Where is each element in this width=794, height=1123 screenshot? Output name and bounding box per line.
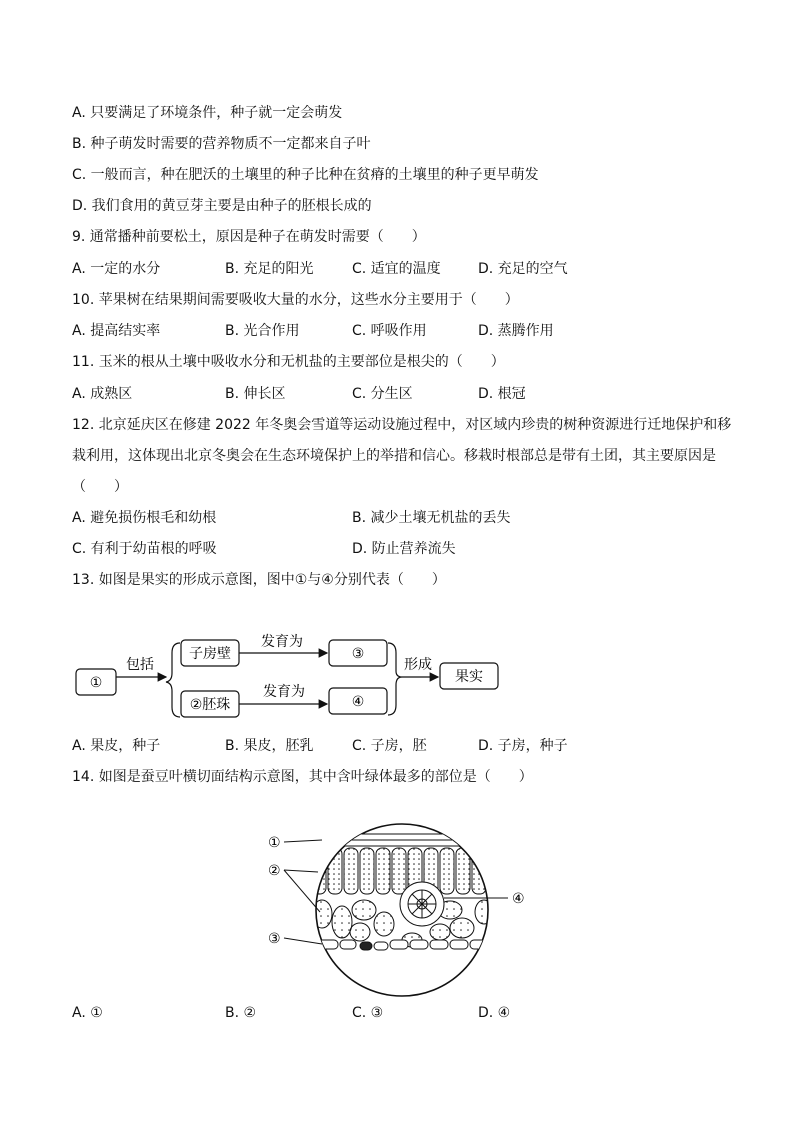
q11-stem: 11. 玉米的根从土壤中吸收水分和无机盐的主要部位是根尖的（ ） <box>72 354 505 370</box>
q13-option-b: B. 果皮，胚乳 <box>225 738 314 754</box>
diagram-label-develop-2: 发育为 <box>263 684 305 700</box>
q12-option-c: C. 有利于幼苗根的呼吸 <box>72 541 217 557</box>
diagram-label-ovary-wall: 子房壁 <box>189 646 231 662</box>
diagram-label-3: ③ <box>351 646 365 662</box>
q9-option-b: B. 充足的阳光 <box>225 261 314 277</box>
q11-option-d: D. 根冠 <box>478 386 526 402</box>
q8-option-b: B. 种子萌发时需要的营养物质不一定都来自子叶 <box>72 136 371 152</box>
q12-stem-line3: （ ） <box>72 479 128 495</box>
q9-stem: 9. 通常播种前要松土，原因是种子在萌发时需要（ ） <box>72 229 426 245</box>
q9-option-a: A. 一定的水分 <box>72 261 161 277</box>
q12-stem-line2: 栽利用，这体现出北京冬奥会在生态环境保护上的举措和信心。移栽时根部总是带有土团，其主要原因是 <box>72 448 716 464</box>
diagram-label-1: ① <box>89 675 103 691</box>
q13-stem: 13. 如图是果实的形成示意图，图中①与④分别代表（ ） <box>72 572 446 588</box>
diagram-label-include: 包括 <box>126 657 154 673</box>
q8-option-d: D. 我们食用的黄豆芽主要是由种子的胚根长成的 <box>72 198 372 214</box>
q10-option-d: D. 蒸腾作用 <box>478 323 554 339</box>
diagram-label-4: ④ <box>351 694 365 710</box>
q12-option-b: B. 减少土壤无机盐的丢失 <box>352 510 511 526</box>
q14-option-c: C. ③ <box>352 1005 384 1021</box>
q10-option-b: B. 光合作用 <box>225 323 300 339</box>
q9-option-d: D. 充足的空气 <box>478 261 568 277</box>
q14-option-a: A. ① <box>72 1005 103 1021</box>
q12-option-a: A. 避免损伤根毛和幼根 <box>72 510 217 526</box>
diagram-right-bracket <box>388 643 402 715</box>
diagram-label-form: 形成 <box>404 657 432 673</box>
label-1: ① <box>268 835 281 851</box>
q13-option-c: C. 子房，胚 <box>352 738 427 754</box>
q14-stem: 14. 如图是蚕豆叶横切面结构示意图，其中含叶绿体最多的部位是（ ） <box>72 769 533 785</box>
upper-epidermis <box>308 834 498 846</box>
lower-epidermis <box>318 940 488 950</box>
q8-option-a: A. 只要满足了环境条件，种子就一定会萌发 <box>72 105 343 121</box>
fruit-formation-diagram <box>72 625 512 725</box>
q13-option-a: A. 果皮，种子 <box>72 738 161 754</box>
vein <box>400 882 444 926</box>
q11-option-b: B. 伸长区 <box>225 386 286 402</box>
q9-option-c: C. 适宜的温度 <box>352 261 441 277</box>
q14-option-d: D. ④ <box>478 1005 511 1021</box>
label-3: ③ <box>268 931 281 947</box>
q14-option-b: B. ② <box>225 1005 257 1021</box>
q12-stem-line1: 12. 北京延庆区在修建 2022 年冬奥会雪道等运动设施过程中，对区域内珍贵的树种资源进行迁地保护和移 <box>72 417 732 433</box>
q12-option-d: D. 防止营养流失 <box>352 541 456 557</box>
diagram-label-ovule: ②胚珠 <box>189 697 231 713</box>
label-4: ④ <box>512 891 525 907</box>
diagram-label-develop-1: 发育为 <box>261 634 303 650</box>
q13-option-d: D. 子房，种子 <box>478 738 568 754</box>
leaf-cross-section-diagram <box>262 822 542 1000</box>
diagram-left-bracket <box>166 643 180 717</box>
q11-option-a: A. 成熟区 <box>72 386 133 402</box>
q10-stem: 10. 苹果树在结果期间需要吸收大量的水分，这些水分主要用于（ ） <box>72 292 519 308</box>
label-2: ② <box>268 863 281 879</box>
q8-option-c: C. 一般而言，种在肥沃的土壤里的种子比种在贫瘠的土壤里的种子更早萌发 <box>72 167 539 183</box>
q10-option-a: A. 提高结实率 <box>72 323 161 339</box>
diagram-label-fruit: 果实 <box>455 669 483 685</box>
q11-option-c: C. 分生区 <box>352 386 413 402</box>
q10-option-c: C. 呼吸作用 <box>352 323 427 339</box>
